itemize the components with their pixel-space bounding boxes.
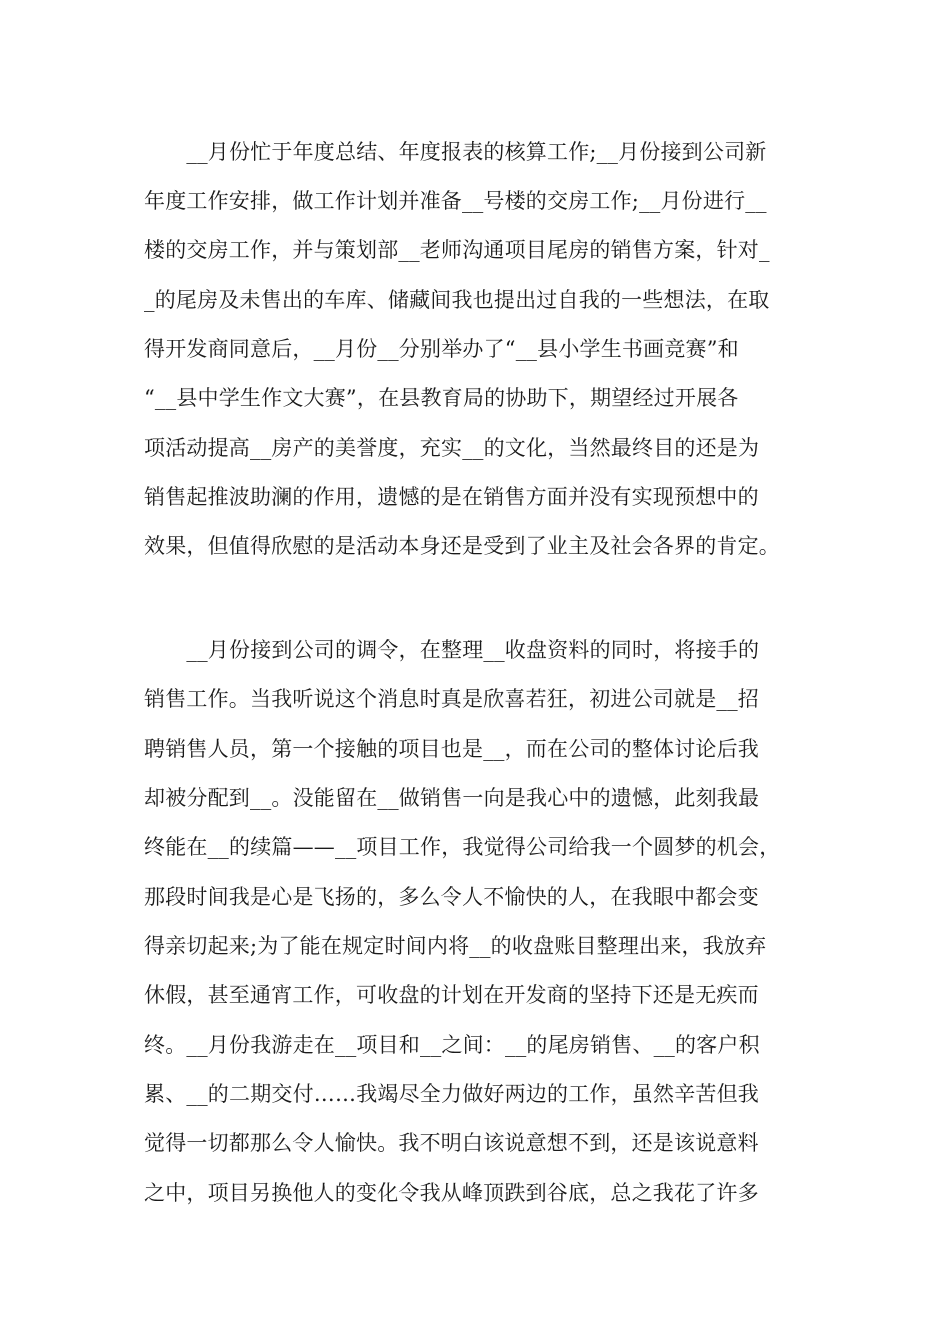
paragraph-line: 销售工作。当我听说这个消息时真是欣喜若狂，初进公司就是__招 [144, 687, 759, 711]
paragraph-line: 觉得一切都那么令人愉快。我不明白该说意想不到，还是该说意料 [144, 1131, 759, 1155]
paragraph-line: 却被分配到__。没能留在__做销售一向是我心中的遗憾，此刻我最 [144, 786, 760, 810]
paragraph-line: 累、__的二期交付……我竭尽全力做好两边的工作，虽然辛苦但我 [144, 1082, 759, 1106]
paragraph-line: 楼的交房工作，并与策划部__老师沟通项目尾房的销售方案，针对_ [144, 238, 770, 262]
paragraph-line: 休假，甚至通宵工作，可收盘的计划在开发商的坚持下还是无疾而 [144, 983, 759, 1007]
paragraph-line: __月份忙于年度总结、年度报表的核算工作;__月份接到公司新 [144, 140, 767, 164]
paragraph-line: 终。__月份我游走在__项目和__之间：__的尾房销售、__的客户积 [144, 1033, 760, 1057]
paragraph-line: _的尾房及未售出的车库、储藏间我也提出过自我的一些想法，在取 [144, 288, 770, 312]
paragraph-line: 项活动提高__房产的美誉度，充实__的文化，当然最终目的还是为 [144, 436, 760, 460]
paragraph-line: 销售起推波助澜的作用，遗憾的是在销售方面并没有实现预想中的 [144, 485, 759, 509]
paragraph-line: “__县中学生作文大赛”，在县教育局的协助下，期望经过开展各 [144, 386, 739, 410]
paragraph-line: 得开发商同意后，__月份__分别举办了“__县小学生书画竞赛”和 [144, 337, 739, 361]
paragraph-line: __月份接到公司的调令，在整理__收盘资料的同时，将接手的 [144, 638, 760, 662]
paragraph-line: 年度工作安排，做工作计划并准备__号楼的交房工作;__月份进行__ [144, 189, 767, 213]
paragraph-line: 那段时间我是心是飞扬的，多么令人不愉快的人，在我眼中都会变 [144, 885, 759, 909]
paragraph-line: 得亲切起来;为了能在规定时间内将__的收盘账目整理出来，我放弃 [144, 934, 767, 958]
paragraph-line: 终能在__的续篇——__项目工作，我觉得公司给我一个圆梦的机会， [144, 835, 781, 859]
paragraph-line: 聘销售人员，第一个接触的项目也是__，而在公司的整体讨论后我 [144, 737, 759, 761]
paragraph-line: 效果，但值得欣慰的是活动本身还是受到了业主及社会各界的肯定。 [144, 534, 780, 558]
paragraph-line: 之中，项目另换他人的变化令我从峰顶跌到谷底，总之我花了许多 [144, 1181, 759, 1205]
